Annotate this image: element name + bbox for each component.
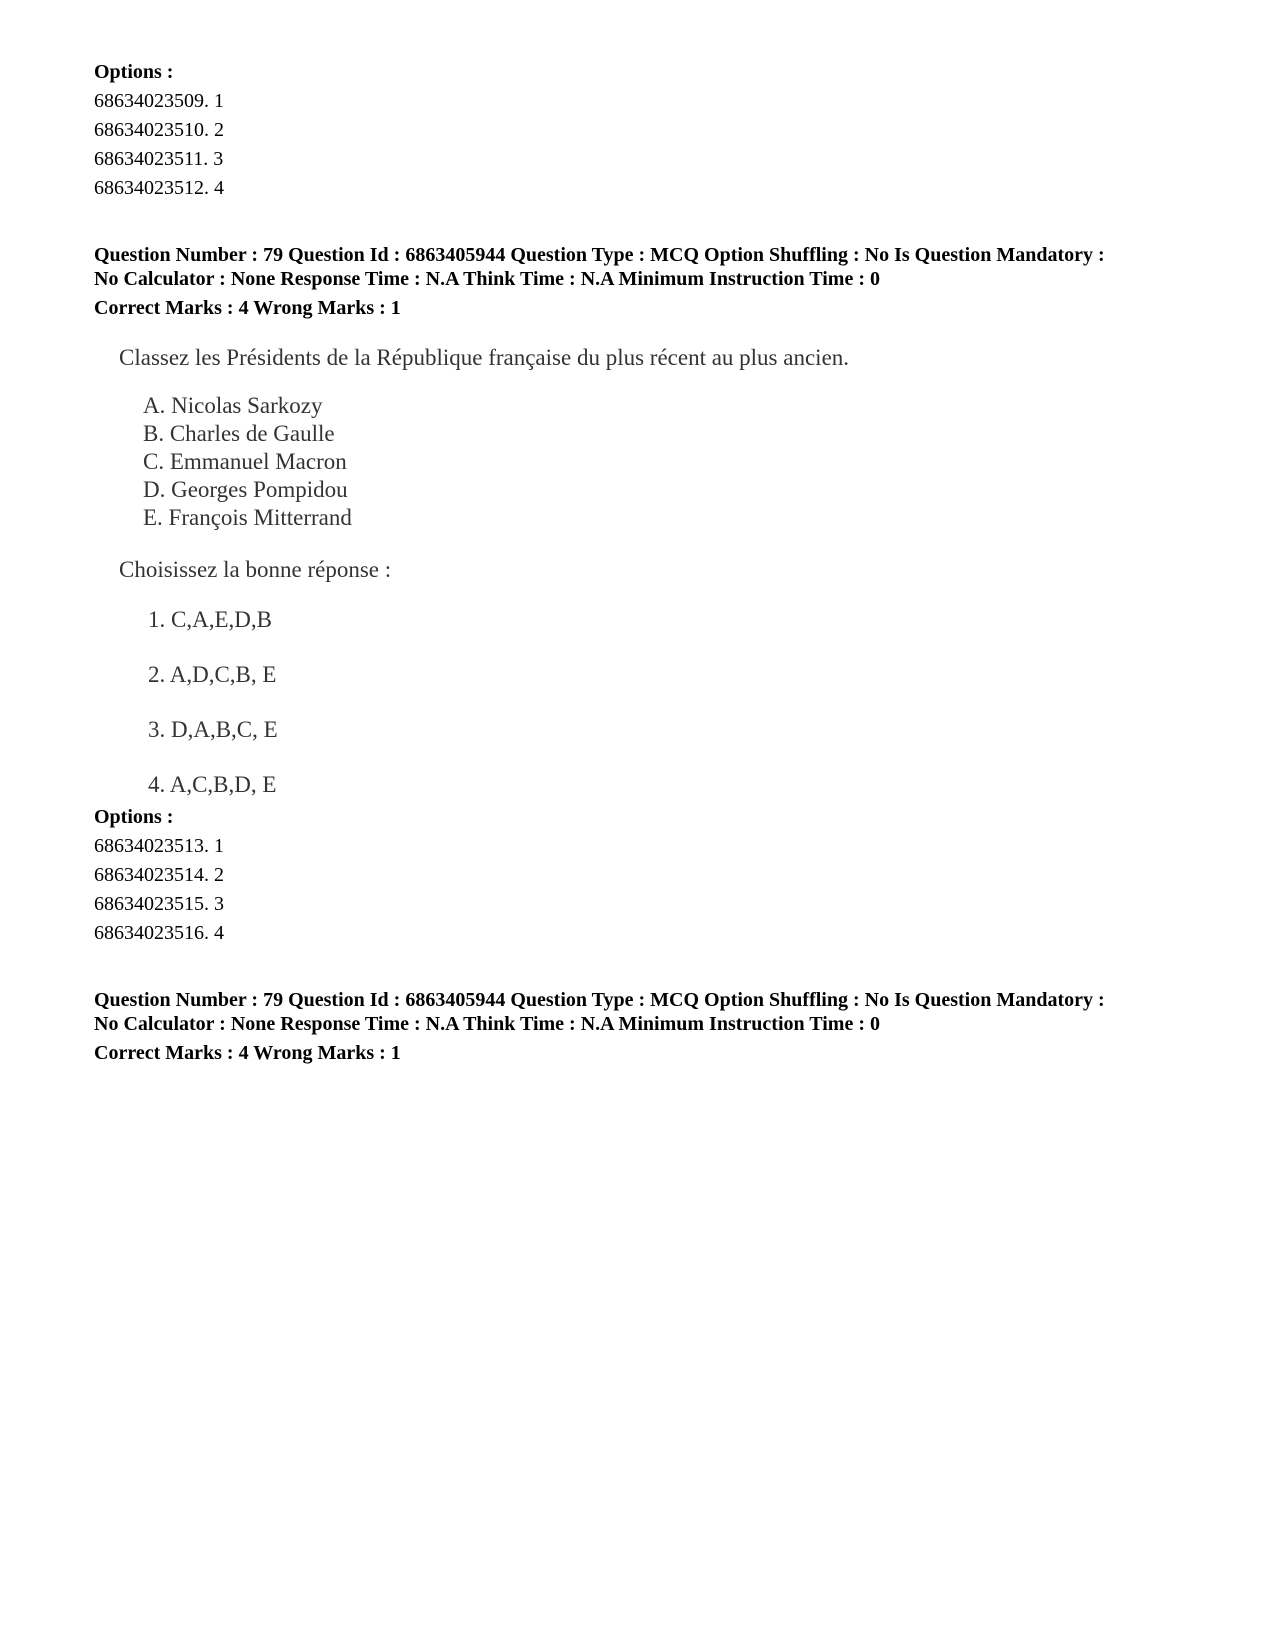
answer-choices xyxy=(119,606,1019,826)
question-body xyxy=(119,344,1019,826)
options-block-1 xyxy=(94,58,1194,203)
question-prompt: Classez les Présidents de la République française du plus récent au plus ancien. xyxy=(119,345,850,370)
question-marks: Correct Marks : 4 Wrong Marks : 1 xyxy=(94,1042,401,1064)
answer-choice: 3. D,A,B,C, E xyxy=(148,717,278,742)
question-item: D. Georges Pompidou xyxy=(143,477,348,502)
option-line: 68634023516. 4 xyxy=(94,922,224,944)
option-line: 68634023512. 4 xyxy=(94,177,224,199)
question-header-2 xyxy=(94,988,1194,1065)
question-item: E. François Mitterrand xyxy=(143,505,352,530)
question-meta-line: No Calculator : None Response Time : N.A Think Time : N.A Minimum Instruction Time : 0 xyxy=(94,268,880,290)
question-meta-line: Question Number : 79 Question Id : 6863405944 Question Type : MCQ Option Shuffling : No Is Question Mandatory : xyxy=(94,989,1105,1011)
option-line: 68634023514. 2 xyxy=(94,864,224,886)
choose-label: Choisissez la bonne réponse : xyxy=(119,557,392,582)
question-item: C. Emmanuel Macron xyxy=(143,449,347,474)
question-header-1 xyxy=(94,243,1194,320)
option-line: 68634023513. 1 xyxy=(94,835,224,857)
options-block-2 xyxy=(94,803,1194,948)
question-marks: Correct Marks : 4 Wrong Marks : 1 xyxy=(94,297,401,319)
question-item: A. Nicolas Sarkozy xyxy=(143,393,323,418)
question-items xyxy=(119,392,1019,532)
question-meta-line: No Calculator : None Response Time : N.A Think Time : N.A Minimum Instruction Time : 0 xyxy=(94,1013,880,1035)
question-item: B. Charles de Gaulle xyxy=(143,421,335,446)
option-line: 68634023515. 3 xyxy=(94,893,224,915)
option-line: 68634023509. 1 xyxy=(94,90,224,112)
question-meta-line: Question Number : 79 Question Id : 6863405944 Question Type : MCQ Option Shuffling : No Is Question Mandatory : xyxy=(94,244,1105,266)
answer-choice: 2. A,D,C,B, E xyxy=(148,662,277,687)
answer-choice: 4. A,C,B,D, E xyxy=(148,772,277,797)
answer-choice: 1. C,A,E,D,B xyxy=(148,607,272,632)
options-title: Options : xyxy=(94,61,174,83)
options-title: Options : xyxy=(94,806,174,828)
option-line: 68634023511. 3 xyxy=(94,148,224,170)
option-line: 68634023510. 2 xyxy=(94,119,224,141)
